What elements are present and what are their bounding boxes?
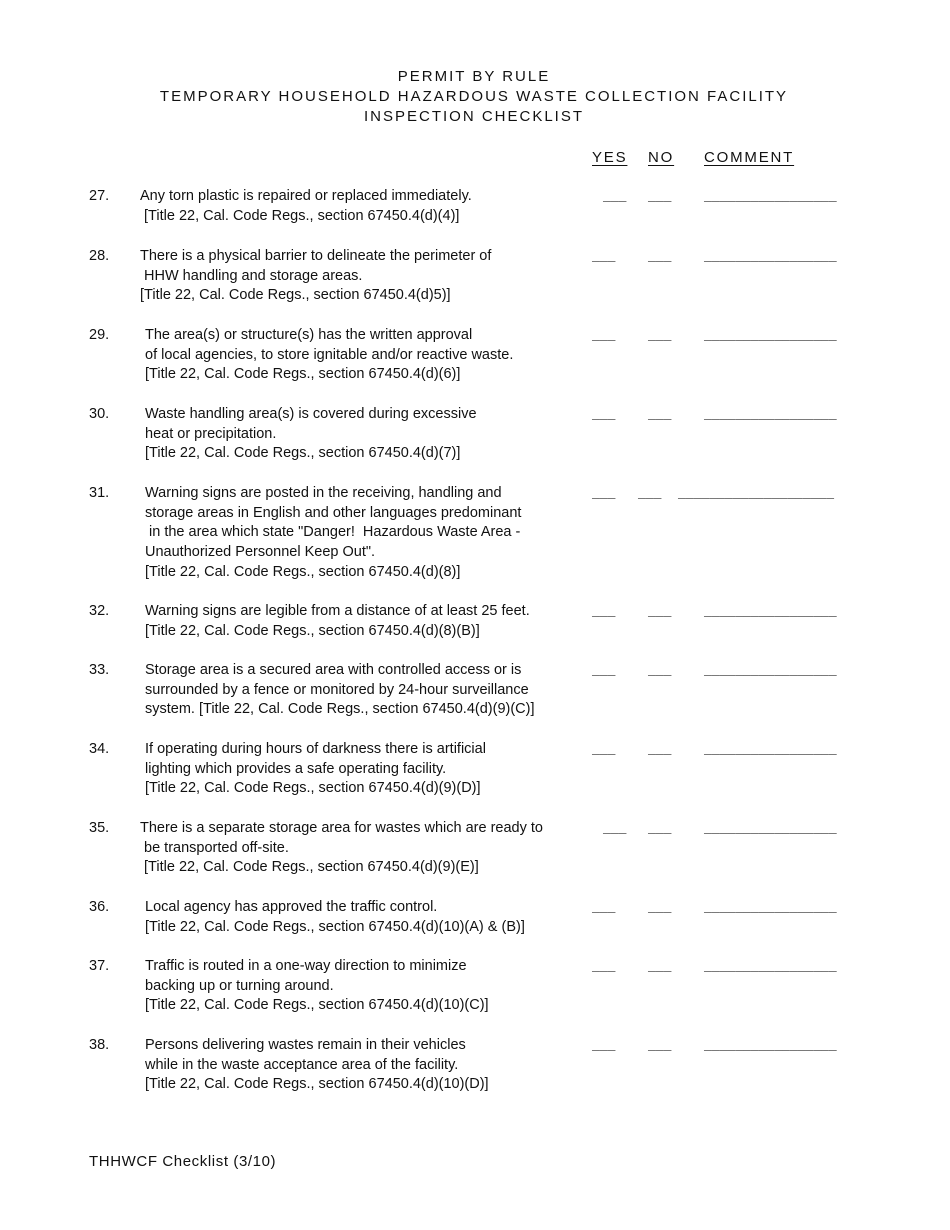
item-description: [145, 957, 489, 1016]
item-number: 33.: [89, 662, 110, 678]
yes-answer-blank[interactable]: ___: [592, 900, 616, 915]
no-answer-blank[interactable]: ___: [648, 328, 672, 343]
column-header-comment: COMMENT: [704, 149, 795, 166]
item-text-line: of local agencies, to store ignitable and/or reactive waste.: [145, 346, 514, 363]
comment-blank[interactable]: ____________________: [678, 486, 835, 501]
item-text-line: [Title 22, Cal. Code Regs., section 67450.4(d)(8)]: [145, 563, 461, 580]
item-text-line: [Title 22, Cal. Code Regs., section 67450.4(d)(9)(D)]: [145, 780, 481, 797]
item-text-line: The area(s) or structure(s) has the written approval: [145, 327, 473, 343]
item-text-line: Persons delivering wastes remain in their vehicles: [145, 1037, 466, 1053]
yes-answer-blank[interactable]: ___: [592, 328, 616, 343]
no-answer-blank[interactable]: ___: [648, 742, 672, 757]
item-description: [140, 819, 543, 878]
item-text-line: storage areas in English and other languages predominant: [145, 504, 522, 521]
item-number: 35.: [89, 820, 110, 836]
yes-answer-blank[interactable]: ___: [592, 604, 616, 619]
item-text-line: Storage area is a secured area with controlled access or is: [145, 662, 522, 678]
item-description: [145, 740, 486, 799]
checklist-item: [0, 819, 950, 878]
comment-blank[interactable]: _________________: [704, 189, 837, 204]
checklist-item: [0, 602, 950, 641]
item-text-line: Traffic is routed in a one-way direction to minimize: [145, 958, 467, 974]
item-text-line: [Title 22, Cal. Code Regs., section 67450.4(d)5)]: [140, 287, 451, 304]
yes-answer-blank[interactable]: ___: [603, 189, 627, 204]
item-description: [145, 661, 535, 720]
item-number: 36.: [89, 899, 110, 915]
item-text-line: while in the waste acceptance area of the facility.: [145, 1056, 459, 1073]
yes-answer-blank[interactable]: ___: [592, 407, 616, 422]
comment-blank[interactable]: _________________: [704, 900, 837, 915]
yes-answer-blank[interactable]: ___: [592, 742, 616, 757]
no-answer-blank[interactable]: ___: [638, 486, 662, 501]
item-description: [145, 484, 521, 583]
item-number: 31.: [89, 485, 110, 501]
checklist-item: [0, 898, 950, 937]
no-answer-blank[interactable]: ___: [648, 189, 672, 204]
item-text-line: [Title 22, Cal. Code Regs., section 67450.4(d)(7)]: [145, 445, 461, 462]
item-description: [145, 1036, 489, 1095]
no-answer-blank[interactable]: ___: [648, 249, 672, 264]
item-number: 37.: [89, 958, 110, 974]
item-text-line: [Title 22, Cal. Code Regs., section 67450.4(d)(10)(C)]: [145, 997, 489, 1014]
yes-answer-blank[interactable]: ___: [592, 959, 616, 974]
item-text-line: There is a separate storage area for wastes which are ready to: [140, 820, 543, 836]
comment-blank[interactable]: _________________: [704, 821, 837, 836]
item-text-line: Warning signs are posted in the receiving, handling and: [145, 485, 502, 501]
comment-blank[interactable]: _________________: [704, 1038, 837, 1053]
item-number: 30.: [89, 406, 110, 422]
checklist-item: [0, 740, 950, 799]
yes-answer-blank[interactable]: ___: [592, 1038, 616, 1053]
checklist-item: [0, 1036, 950, 1095]
checklist-item: [0, 405, 950, 464]
item-number: 28.: [89, 248, 110, 264]
comment-blank[interactable]: _________________: [704, 249, 837, 264]
item-description: [145, 602, 530, 641]
item-text-line: Warning signs are legible from a distance of at least 25 feet.: [145, 603, 530, 619]
item-text-line: be transported off-site.: [140, 839, 289, 856]
item-text-line: Local agency has approved the traffic control.: [145, 899, 438, 915]
item-text-line: [Title 22, Cal. Code Regs., section 67450.4(d)(9)(E)]: [140, 859, 479, 876]
checklist-item: [0, 484, 950, 583]
comment-blank[interactable]: _________________: [704, 663, 837, 678]
item-text-line: [Title 22, Cal. Code Regs., section 67450.4(d)(10)(A) & (B)]: [145, 918, 525, 935]
item-number: 34.: [89, 741, 110, 757]
item-description: [140, 247, 491, 306]
item-text-line: Waste handling area(s) is covered during excessive: [145, 406, 477, 422]
footer-label: THHWCF Checklist (3/10): [89, 1153, 277, 1170]
item-number: 29.: [89, 327, 110, 343]
no-answer-blank[interactable]: ___: [648, 900, 672, 915]
yes-answer-blank[interactable]: ___: [592, 663, 616, 678]
item-text-line: Any torn plastic is repaired or replaced immediately.: [140, 188, 472, 204]
item-text-line: There is a physical barrier to delineate the perimeter of: [140, 248, 492, 264]
comment-blank[interactable]: _________________: [704, 328, 837, 343]
comment-blank[interactable]: _________________: [704, 959, 837, 974]
item-text-line: surrounded by a fence or monitored by 24-hour surveillance: [145, 681, 529, 698]
comment-blank[interactable]: _________________: [704, 407, 837, 422]
item-description: [140, 187, 472, 226]
column-header-yes: YES: [592, 149, 628, 166]
no-answer-blank[interactable]: ___: [648, 1038, 672, 1053]
item-number: 38.: [89, 1037, 110, 1053]
item-text-line: If operating during hours of darkness there is artificial: [145, 741, 486, 757]
header-line-facility: TEMPORARY HOUSEHOLD HAZARDOUS WASTE COLLECTION FACILITY: [159, 88, 789, 105]
item-text-line: heat or precipitation.: [145, 425, 277, 442]
yes-answer-blank[interactable]: ___: [603, 821, 627, 836]
item-text-line: [Title 22, Cal. Code Regs., section 67450.4(d)(4)]: [140, 207, 460, 224]
no-answer-blank[interactable]: ___: [648, 407, 672, 422]
item-text-line: system. [Title 22, Cal. Code Regs., section 67450.4(d)(9)(C)]: [145, 701, 535, 718]
item-text-line: lighting which provides a safe operating facility.: [145, 760, 447, 777]
item-description: [145, 405, 477, 464]
item-description: [145, 326, 513, 385]
column-header-no: NO: [648, 149, 675, 166]
item-text-line: HHW handling and storage areas.: [140, 267, 363, 284]
item-text-line: [Title 22, Cal. Code Regs., section 67450.4(d)(8)(B)]: [145, 622, 480, 639]
checklist-item: [0, 957, 950, 1016]
yes-answer-blank[interactable]: ___: [592, 249, 616, 264]
no-answer-blank[interactable]: ___: [648, 604, 672, 619]
document-header: [0, 67, 950, 127]
yes-answer-blank[interactable]: ___: [592, 486, 616, 501]
header-line-permit: PERMIT BY RULE: [397, 68, 551, 85]
checklist-item: [0, 247, 950, 306]
item-text-line: Unauthorized Personnel Keep Out".: [145, 544, 376, 561]
item-text-line: backing up or turning around.: [145, 977, 334, 994]
item-text-line: [Title 22, Cal. Code Regs., section 67450.4(d)(6)]: [145, 366, 461, 383]
header-line-checklist: INSPECTION CHECKLIST: [363, 108, 585, 125]
checklist-item: [0, 187, 950, 226]
comment-blank[interactable]: _________________: [704, 742, 837, 757]
item-text-line: [Title 22, Cal. Code Regs., section 67450.4(d)(10)(D)]: [145, 1076, 489, 1093]
item-number: 27.: [89, 188, 110, 204]
checklist-item: [0, 661, 950, 720]
item-number: 32.: [89, 603, 110, 619]
no-answer-blank[interactable]: ___: [648, 959, 672, 974]
checklist-item: [0, 326, 950, 385]
no-answer-blank[interactable]: ___: [648, 663, 672, 678]
item-text-line: in the area which state "Danger! Hazardous Waste Area -: [145, 524, 521, 541]
comment-blank[interactable]: _________________: [704, 604, 837, 619]
item-description: [145, 898, 525, 937]
no-answer-blank[interactable]: ___: [648, 821, 672, 836]
